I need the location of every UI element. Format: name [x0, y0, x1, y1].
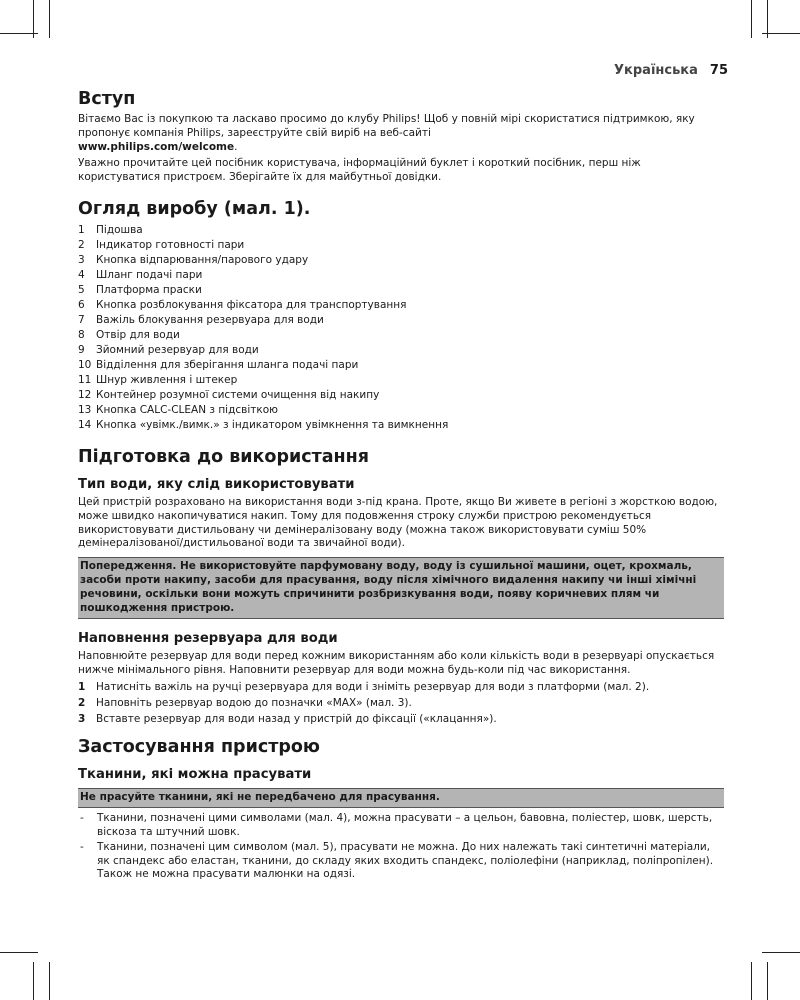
item-text: Важіль блокування резервуара для води [96, 313, 324, 326]
item-text: Зйомний резервуар для води [96, 343, 259, 356]
item-number: 6 [78, 298, 85, 311]
step-text: Вставте резервуар для води назад у пристрій до фіксації («клацання»). [96, 713, 497, 726]
item-text: Шнур живлення і штекер [96, 373, 238, 386]
item-number: 2 [78, 238, 85, 251]
crop-mark [49, 0, 50, 38]
item-number: 12 [78, 388, 92, 401]
list-item [78, 841, 724, 882]
step-item [78, 680, 724, 695]
list-item [78, 313, 724, 328]
item-number: 5 [78, 283, 85, 296]
step-item [78, 696, 724, 711]
item-text: Кнопка CALC-CLEAN з підсвіткою [96, 403, 278, 416]
list-item [78, 238, 724, 253]
step-number: 1 [78, 681, 86, 694]
item-text: Індикатор готовності пари [96, 238, 245, 251]
item-number: 8 [78, 328, 85, 341]
intro-title: Вступ [78, 89, 136, 109]
page-content [78, 88, 724, 883]
bullet-dash: - [80, 812, 84, 825]
item-number: 13 [78, 403, 92, 416]
list-item [78, 358, 724, 373]
intro-paragraph-2: Уважно прочитайте цей посібник користувача, інформаційний буклет і короткий посібник, перш ніж користуватися пристроєм. Зберігайте їх для майбутньої довідки. [78, 157, 641, 184]
item-number: 4 [78, 268, 85, 281]
intro-paragraph [78, 113, 724, 154]
crop-mark [33, 962, 34, 1000]
bullet-text: Тканини, позначені цими символами (мал. 4), можна прасувати – а цельон, бавовна, поліестер, шовк, шерсть, віскоза та штучний шовк. [97, 812, 713, 839]
water-type-title: Тип води, яку слід використовувати [78, 476, 355, 492]
crop-mark [762, 952, 800, 953]
page-header [560, 63, 728, 78]
item-number: 11 [78, 373, 92, 386]
overview-list [78, 223, 724, 433]
language-label: Українська [614, 63, 698, 78]
item-text: Шланг подачі пари [96, 268, 203, 281]
crop-mark [49, 962, 50, 1000]
item-text: Кнопка «увімк./вимк.» з індикатором увімкнення та вимкнення [96, 418, 449, 431]
item-number: 14 [78, 418, 92, 431]
preparation-title: Підготовка до використання [78, 446, 369, 467]
fabrics-warning-box: Не прасуйте тканини, які не передбачено для прасування. [78, 788, 724, 808]
list-item [78, 268, 724, 283]
crop-mark [0, 33, 38, 34]
list-item [78, 388, 724, 403]
item-text: Платформа праски [96, 283, 202, 296]
item-number: 10 [78, 358, 92, 371]
url-period: . [234, 140, 238, 153]
item-text: Підошва [96, 223, 143, 236]
step-text: Наповніть резервуар водою до позначки «MAX» (мал. 3). [96, 697, 412, 710]
filling-steps [78, 680, 724, 727]
water-type-text: Цей пристрій розраховано на використання води з-під крана. Проте, якщо Ви живете в регіоні з жорсткою водою, може швидко накопичуватися накип. Тому для подовження строку служби пристрою рекомендується використовувати дистильовану чи демінералізовану воду (можна також використовувати суміш 50% демінералізованої/дистильованої води та звичайної води). [78, 495, 718, 550]
step-number: 3 [78, 713, 86, 726]
bullet-dash: - [80, 840, 84, 853]
bullet-text: Тканини, позначені цим символом (мал. 5), прасувати не можна. До них належать такі синтетичні матеріали, як спандекс або еластан, тканини, до складу яких входить спандекс, поліолефіни (наприклад, поліпропілен). Також не можна прасувати малюнки на одязі. [97, 840, 714, 881]
crop-mark [751, 0, 752, 38]
list-item [78, 328, 724, 343]
item-text: Кнопка розблокування фіксатора для транспортування [96, 298, 407, 311]
crop-mark [762, 33, 800, 34]
intro-text: Вітаємо Вас із покупкою та ласкаво просимо до клубу Philips! Щоб у повній мірі скористатися підтримкою, яку пропонує компанія Philips, зареєструйте свій виріб на веб-сайті [78, 113, 695, 139]
step-item [78, 712, 724, 727]
crop-mark [767, 962, 768, 1000]
step-number: 2 [78, 697, 86, 710]
step-text: Натисніть важіль на ручці резервуара для води і зніміть резервуар для води з платформи (мал. 2). [96, 681, 650, 694]
list-item [78, 343, 724, 358]
fabrics-title: Тканини, які можна прасувати [78, 767, 312, 783]
item-number: 9 [78, 343, 85, 356]
list-item [78, 283, 724, 298]
item-number: 7 [78, 313, 85, 326]
item-text: Кнопка відпарювання/парового удару [96, 253, 309, 266]
overview-section [78, 198, 724, 433]
list-item [78, 223, 724, 238]
list-item [78, 403, 724, 418]
usage-title: Застосування пристрою [78, 737, 320, 758]
page-number: 75 [709, 63, 728, 78]
list-item [78, 298, 724, 313]
filling-title: Наповнення резервуара для води [78, 630, 338, 646]
list-item [78, 373, 724, 388]
item-number: 1 [78, 223, 85, 236]
fabrics-list [78, 812, 724, 882]
list-item [78, 253, 724, 268]
list-item [78, 812, 724, 840]
item-text: Отвір для води [96, 328, 180, 341]
crop-mark [0, 952, 38, 953]
item-text: Контейнер розумної системи очищення від накипу [96, 388, 380, 401]
philips-url: www.philips.com/welcome [78, 140, 235, 153]
filling-text: Наповнюйте резервуар для води перед кожним використанням або коли кількість води в резервуарі опускається нижче мінімального рівня. Наповнити резервуар для води можна будь-коли під час використання. [78, 649, 715, 676]
item-number: 3 [78, 253, 85, 266]
overview-title: Огляд виробу (мал. 1). [78, 198, 311, 219]
crop-mark [751, 962, 752, 1000]
preparation-section [78, 446, 724, 727]
intro-section [78, 88, 724, 185]
list-item [78, 418, 724, 433]
item-text: Відділення для зберігання шланга подачі пари [96, 358, 359, 371]
usage-section [78, 736, 724, 882]
warning-box: Попередження. Не використовуйте парфумовану воду, воду із сушильної машини, оцет, крохмаль, засоби проти накипу, засоби для прасування, воду після хімічного видалення накипу чи інші хімічні речовини, оскільки вони можуть спричинити розбризкування води, появу коричневих плям чи пошкодження пристрою. [78, 557, 724, 619]
